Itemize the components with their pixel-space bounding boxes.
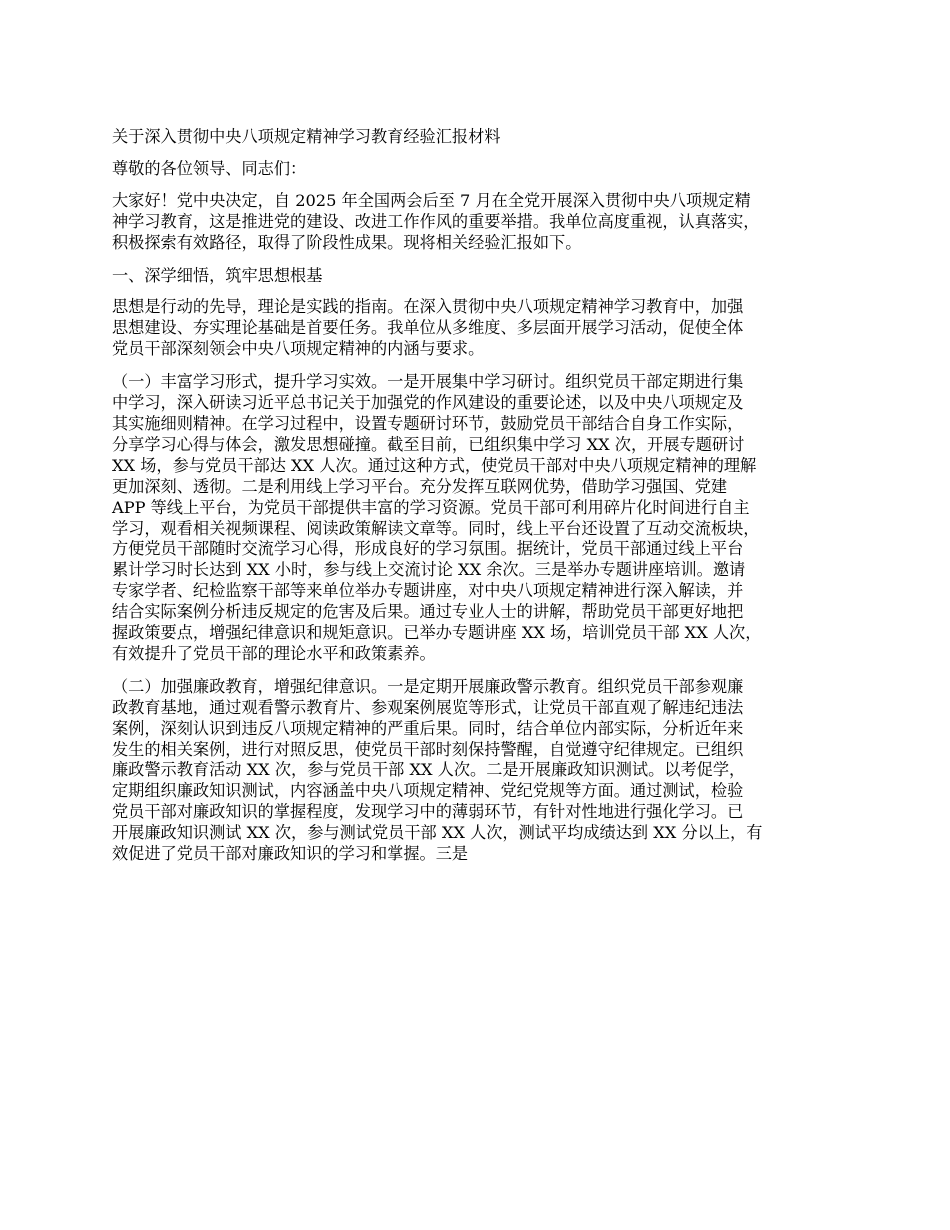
section-1-part-2-paragraph: （二）加强廉政教育，增强纪律意识。一是定期开展廉政警示教育。组织党员干部参观廉 政教育基地，通过观看警示教育片、参观案例展览等形式，让党员干部直观了解违纪违法 案例，深刻认识到违反八项规定精神的严重后果。同时，结合单位内部实际，分析近年来 发生的相关案例，进行对照反思，使党员干部时刻保持警醒，自觉遵守纪律规定。已组织 廉政警示教育活动 XX 次，参与党员干部 XX 人次。二是开展廉政知识测试。以考促学， 定期组织廉政知识测试，内容涵盖中央八项规定精神、党纪党规等方面。通过测试，检验 党员干部对廉政知识的掌握程度，发现学习中的薄弱环节，有针对性地进行强化学习。已 开展廉政知识测试 XX 次，参与测试党员干部 XX 人次，测试平均成绩达到 XX 分以上，有 效促进了党员干部对廉政知识的学习和掌握。三是 [112,676,763,864]
section-1-intro-paragraph: 思想是行动的先导，理论是实践的指南。在深入贯彻中央八项规定精神学习教育中，加强 思想建设、夯实理论基础是首要任务。我单位从多维度、多层面开展学习活动，促使全体 党员干部深刻领会中央八项规定精神的内涵与要求。 [112,297,744,359]
document-page [112,127,860,877]
section-1-part-1-paragraph: （一）丰富学习形式，提升学习实效。一是开展集中学习研讨。组织党员干部定期进行集 中学习，深入研读习近平总书记关于加强党的作风建设的重要论述，以及中央八项规定及 其实施细则精神。在学习过程中，设置专题研讨环节，鼓励党员干部结合自身工作实际， 分享学习心得与体会，激发思想碰撞。截至目前，已组织集中学习 XX 次，开展专题研讨 XX 场，参与党员干部达 XX 人次。通过这种方式，使党员干部对中央八项规定精神的理解 更加深刻、透彻。二是利用线上学习平台。充分发挥互联网优势，借助学习强国、党建 APP 等线上平台，为党员干部提供丰富的学习资源。党员干部可利用碎片化时间进行自主 学习，观看相关视频课程、阅读政策解读文章等。同时，线上平台还设置了互动交流板块， 方便党员干部随时交流学习心得，形成良好的学习氛围。据统计，党员干部通过线上平台 累计学习时长达到 XX 小时，参与线上交流讨论 XX 余次。三是举办专题讲座培训。邀请 专家学者、纪检监察干部等来单位举办专题讲座，对中央八项规定精神进行深入解读，并 结合实际案例分析违反规定的危害及后果。通过专业人士的讲解，帮助党员干部更好地把 握政策要点，增强纪律意识和规矩意识。已举办专题讲座 XX 场，培训党员干部 XX 人次， 有效提升了党员干部的理论水平和政策素养。 [112,372,762,663]
document-title: 关于深入贯彻中央八项规定精神学习教育经验汇报材料 [112,127,501,146]
greeting: 尊敬的各位领导、同志们： [112,158,307,178]
section-1-heading: 一、深学细悟，筑牢思想根基 [112,265,323,285]
intro-paragraph: 大家好！党中央决定，自 2025 年全国两会后至 7 月在全党开展深入贯彻中央八项规定精 神学习教育，这是推进党的建设、改进工作作风的重要举措。我单位高度重视，认真落实， 积极探索有效路径，取得了阶段性成果。现将相关经验汇报如下。 [112,190,760,252]
